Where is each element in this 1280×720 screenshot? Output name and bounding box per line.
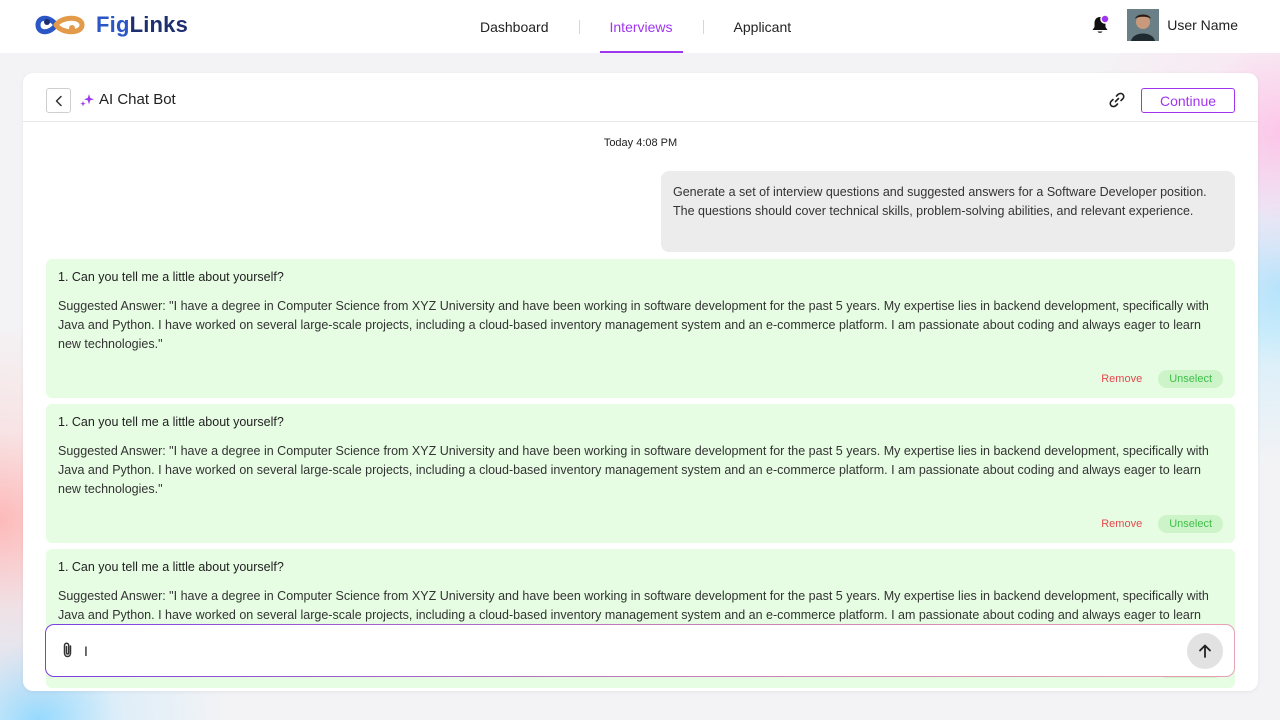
brand-name-part2: Links (129, 12, 189, 37)
answer-text: Suggested Answer: "I have a degree in Computer Science from XYZ University and have been working in software development for the past 5 years. My expertise lies in backend development, specifically with Java and Python. I have worked on several large-scale projects, including a cloud-based inventory management system and an e-commerce platform. I am passionate about coding and always eager to learn new technologies." (58, 299, 1209, 351)
chat-title-group (79, 91, 176, 108)
top-navigation-bar (0, 0, 1280, 53)
unselect-button[interactable]: Unselect (1158, 515, 1223, 533)
chat-input-bar (45, 624, 1235, 677)
bell-icon[interactable] (1089, 14, 1111, 36)
link-icon[interactable] (1108, 91, 1126, 109)
chat-title: AI Chat Bot (99, 91, 176, 108)
arrow-up-icon (1196, 642, 1214, 660)
answer-actions (1101, 370, 1223, 388)
back-button[interactable] (46, 88, 71, 113)
nav-divider (703, 20, 704, 34)
brand-logo[interactable] (32, 8, 188, 42)
unselect-button[interactable]: Unselect (1158, 370, 1223, 388)
nav-item-dashboard[interactable]: Dashboard (480, 18, 549, 35)
send-button[interactable] (1187, 633, 1223, 669)
infinity-logo-icon (32, 8, 90, 42)
user-menu (1089, 9, 1238, 41)
question-text: 1. Can you tell me a little about yourself? (58, 560, 284, 574)
user-prompt-message: Generate a set of interview questions and suggested answers for a Software Developer position. The questions should cover technical skills, problem-solving abilities, and relevant experience. (661, 171, 1235, 252)
user-name[interactable]: User Name (1167, 17, 1238, 33)
answer-text: Suggested Answer: "I have a degree in Computer Science from XYZ University and have been working in software development for the past 5 years. My expertise lies in backend development, specifically with Java and Python. I have worked on several large-scale projects, including a cloud-based inventory management system and an e-commerce platform. I am passionate about coding and always eager to learn (58, 589, 1209, 622)
answer-text: Suggested Answer: "I have a degree in Computer Science from XYZ University and have been working in software development for the past 5 years. My expertise lies in backend development, specifically with Java and Python. I have worked on several large-scale projects, including a cloud-based inventory management system and an e-commerce platform. I am passionate about coding and always eager to learn new technologies." (58, 444, 1209, 496)
message-timestamp: Today 4:08 PM (603, 137, 678, 149)
chat-message-input[interactable] (84, 637, 1174, 665)
paperclip-icon[interactable] (59, 641, 77, 659)
continue-button[interactable]: Continue (1141, 88, 1235, 113)
remove-button[interactable]: Remove (1101, 373, 1143, 385)
answer-actions (1101, 515, 1223, 533)
chat-input-container (46, 625, 1234, 676)
question-text: 1. Can you tell me a little about yourself? (58, 270, 284, 284)
avatar[interactable] (1127, 9, 1159, 41)
brand-name-part1: Fig (96, 12, 130, 37)
nav-divider (579, 20, 580, 34)
suggested-answer-card (46, 259, 1235, 398)
suggested-answer-card (46, 404, 1235, 543)
brand-name (96, 12, 188, 38)
main-nav (470, 0, 801, 53)
remove-button[interactable]: Remove (1101, 518, 1143, 530)
nav-item-applicant[interactable]: Applicant (733, 18, 792, 35)
chevron-left-icon (53, 95, 65, 107)
nav-item-interviews[interactable]: Interviews (600, 0, 683, 53)
sparkle-icon (79, 92, 95, 108)
chat-header (23, 73, 1258, 122)
question-text: 1. Can you tell me a little about yourself? (58, 415, 284, 429)
chat-panel (23, 73, 1258, 691)
message-list[interactable] (23, 123, 1258, 622)
